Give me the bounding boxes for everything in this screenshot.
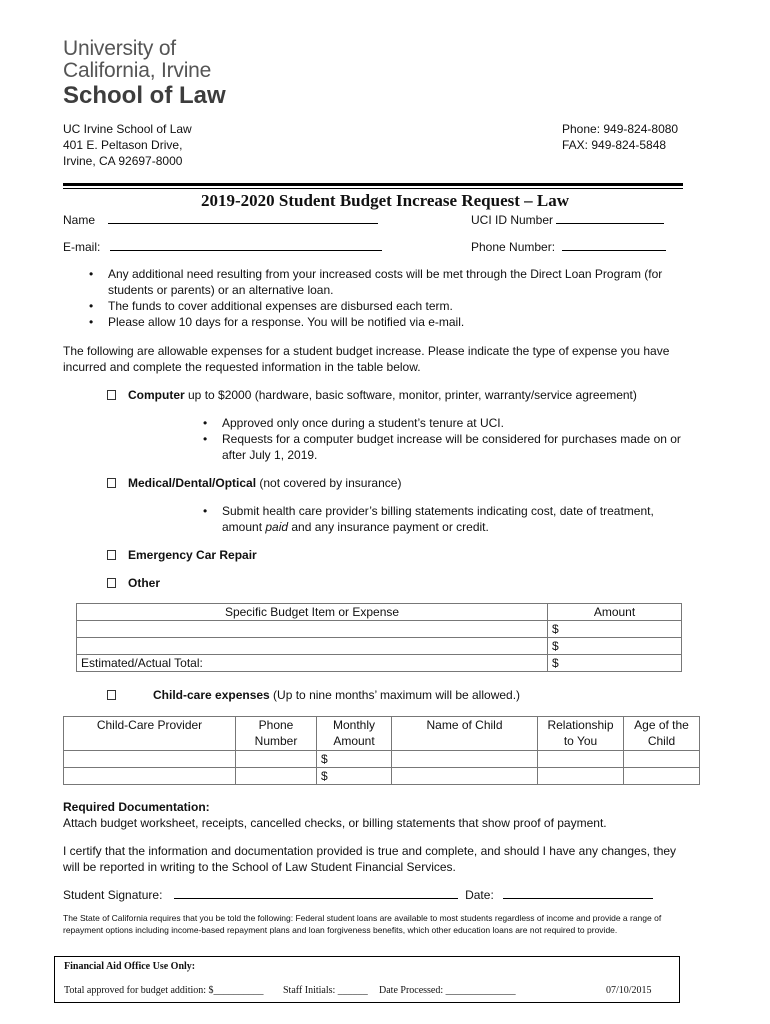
column-header: Amount: [548, 604, 682, 621]
staff-initials-field[interactable]: Staff Initials: ______: [283, 985, 368, 996]
phone-cell[interactable]: [236, 751, 317, 768]
computer-bullet: • Approved only once during a student’s tenure at UCI.: [222, 415, 692, 431]
instructions-paragraph: The following are allowable expenses for a student budget increase. Please indicate the type of expense you have incurred and complete the requested information in the table below.: [63, 344, 670, 374]
california-loan-notice: The State of California requires that you be told the following: Federal student loans are available to most students regardless of income and provide a range of repayment options including income-based repayment plans and loan forgiveness benefits, which other education loans are not required to provide.: [63, 913, 662, 935]
school-contact: [562, 121, 678, 153]
computer-description: up to $2000 (hardware, basic software, monitor, printer, warranty/service agreement): [184, 388, 637, 402]
header-rule-thin: [63, 188, 683, 189]
header-rule-thick: [63, 183, 683, 186]
other-checkbox[interactable]: [107, 578, 116, 588]
column-header: Name of Child: [392, 717, 538, 751]
table-row: [64, 768, 700, 785]
childcare-checkbox[interactable]: [107, 690, 116, 700]
office-use-box: [54, 956, 680, 1003]
form-title: 2019-2020 Student Budget Increase Request – Law: [200, 191, 570, 210]
medical-description: (not covered by insurance): [256, 476, 402, 490]
computer-bullet: • Requests for a computer budget increase will be considered for purchases made on or after July 1, 2019.: [222, 431, 692, 463]
phone-cell[interactable]: [236, 768, 317, 785]
phone-input-line[interactable]: [562, 238, 666, 251]
car-repair-checkbox[interactable]: [107, 550, 116, 560]
logo-line-3: School of Law: [63, 82, 226, 109]
date-label: Date:: [465, 888, 494, 902]
expense-item-cell[interactable]: [77, 621, 548, 638]
column-header: Age of the Child: [624, 717, 700, 751]
medical-label: Medical/Dental/Optical: [128, 476, 257, 490]
address-line-2: 401 E. Peltason Drive,: [63, 138, 183, 152]
name-label: Name: [63, 213, 96, 227]
table-row: [77, 638, 682, 655]
monthly-amount-cell[interactable]: $: [317, 751, 392, 768]
table-header-row: [77, 604, 682, 621]
email-field-row: [63, 238, 382, 255]
computer-label: Computer: [128, 388, 185, 402]
uci-id-field-row: [471, 211, 664, 228]
computer-option: [107, 387, 697, 403]
signature-input-line[interactable]: [174, 886, 458, 899]
table-row: [77, 621, 682, 638]
monthly-amount-cell[interactable]: $: [317, 768, 392, 785]
logo-line-1: University of: [63, 37, 176, 60]
car-repair-label: Emergency Car Repair: [128, 548, 257, 562]
childcare-label: Child-care expenses: [153, 688, 270, 702]
column-header: Child-Care Provider: [64, 717, 236, 751]
childcare-table: [63, 716, 700, 785]
required-documentation-title: Required Documentation:: [63, 800, 210, 814]
university-logo: [63, 38, 226, 108]
required-documentation-heading: [63, 799, 210, 815]
phone-number: Phone: 949-824-8080: [562, 122, 679, 136]
email-input-line[interactable]: [110, 238, 382, 251]
total-approved-field[interactable]: Total approved for budget addition: $__________: [64, 985, 264, 996]
name-input-line[interactable]: [108, 211, 378, 224]
car-repair-option: [107, 547, 257, 563]
provider-cell[interactable]: [64, 751, 236, 768]
signature-row: [63, 886, 653, 903]
child-age-cell[interactable]: [624, 768, 700, 785]
table-row: [77, 655, 682, 672]
relationship-cell[interactable]: [538, 751, 624, 768]
childcare-option: [107, 687, 520, 703]
expense-table: [76, 603, 682, 672]
computer-bullet-list: [222, 415, 692, 463]
date-processed-field[interactable]: Date Processed: ______________: [379, 985, 516, 996]
address-line-1: UC Irvine School of Law: [63, 122, 192, 136]
intro-bullet: • Please allow 10 days for a response. You will be notified via e-mail.: [108, 314, 698, 330]
expense-item-cell[interactable]: [77, 638, 548, 655]
certification-statement: I certify that the information and documentation provided is true and complete, and should I have any changes, they will be reported in writing to the School of Law Student Financial Services.: [63, 844, 677, 874]
fax-number: FAX: 949-824-5848: [562, 138, 667, 152]
column-header: Monthly Amount: [317, 717, 392, 751]
column-header: Specific Budget Item or Expense: [77, 604, 548, 621]
child-age-cell[interactable]: [624, 751, 700, 768]
phone-field-row: [471, 238, 666, 255]
medical-bullet-text-a: Submit health care provider’s billing statements indicating cost, date of treatment, amount: [222, 504, 654, 534]
column-header: Phone Number: [236, 717, 317, 751]
email-label: E-mail:: [63, 240, 101, 254]
total-amount-cell[interactable]: $: [548, 655, 682, 672]
expense-amount-cell[interactable]: $: [548, 638, 682, 655]
child-name-cell[interactable]: [392, 751, 538, 768]
column-header: Relationship to You: [538, 717, 624, 751]
medical-bullet-text-b: and any insurance payment or credit.: [288, 520, 489, 534]
intro-bullet: • The funds to cover additional expenses are disbursed each term.: [108, 298, 698, 314]
date-input-line[interactable]: [503, 886, 653, 899]
form-version-date: 07/10/2015: [606, 985, 652, 996]
school-address: [63, 121, 192, 169]
name-field-row: [63, 211, 378, 228]
phone-label: Phone Number:: [471, 240, 556, 254]
required-documentation-text: Attach budget worksheet, receipts, cancelled checks, or billing statements that show proof of payment.: [63, 816, 607, 830]
intro-bullet: • Any additional need resulting from your increased costs will be met through the Direct Loan Program (for students or parents) or an alternative loan.: [108, 266, 698, 298]
child-name-cell[interactable]: [392, 768, 538, 785]
medical-bullet-emphasis: paid: [265, 520, 289, 534]
computer-checkbox[interactable]: [107, 390, 116, 400]
intro-bullet-list: [108, 266, 698, 330]
address-line-3: Irvine, CA 92697-8000: [63, 154, 183, 168]
childcare-description: (Up to nine months’ maximum will be allowed.): [269, 688, 521, 702]
medical-option: [107, 475, 401, 491]
table-row: [64, 751, 700, 768]
total-label-cell: Estimated/Actual Total:: [77, 655, 548, 672]
uci-id-input-line[interactable]: [556, 211, 664, 224]
table-header-row: [64, 717, 700, 751]
relationship-cell[interactable]: [538, 768, 624, 785]
office-use-heading: Financial Aid Office Use Only:: [64, 961, 196, 972]
expense-amount-cell[interactable]: $: [548, 621, 682, 638]
other-label: Other: [128, 576, 161, 590]
uci-id-label: UCI ID Number: [471, 213, 554, 227]
provider-cell[interactable]: [64, 768, 236, 785]
logo-line-2: California, Irvine: [63, 59, 212, 82]
medical-bullet: [222, 503, 692, 535]
medical-bullet-list: [222, 503, 692, 535]
medical-checkbox[interactable]: [107, 478, 116, 488]
other-option: [107, 575, 160, 591]
signature-label: Student Signature:: [63, 888, 163, 902]
